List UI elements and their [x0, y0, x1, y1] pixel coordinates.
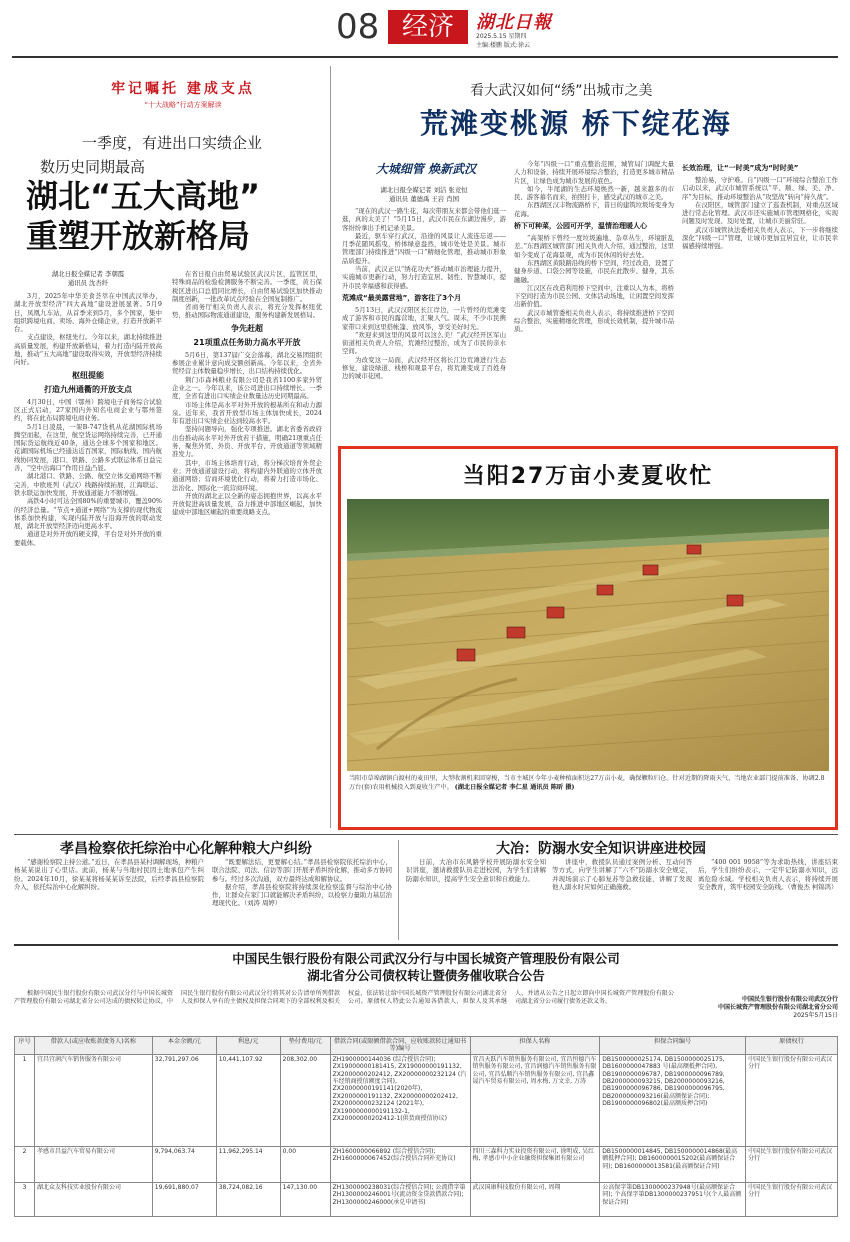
notice-title — [14, 950, 838, 984]
paragraph: “高架桥下曾经一度垃圾遍地、杂草丛生，环境脏乱差。”东西湖区城管部门相关负责人介绍，通过整治，这里如今变成了花海景观，成为市民休闲的好去处。 — [514, 234, 674, 259]
paragraph: 省商务厅相关负责人表示，将充分发挥枢纽优势，推动国际物流通道建设，服务构建新发展格局。 — [172, 303, 322, 320]
section-name: 经济 — [401, 12, 454, 42]
column-header: 序号 — [15, 1037, 35, 1055]
photo-caption — [349, 775, 827, 792]
paragraph: “现在的武汉一路生花，每次带朋友来都会带他们逛一逛，真的太美了！”5月15日，武汉市民在东湖边漫步，游客纷纷拿出手机记录美景。 — [342, 207, 506, 232]
subheading: 打造九州通衢的开放支点 — [44, 384, 132, 394]
cell-creditor: 中国民生银行股份有限公司武汉分行 — [746, 1054, 838, 1146]
paragraph: 当前，武汉正以“绣花功夫”推动城市治理能力提升，实施城市更新行动，努力打造宜居、韧性、智慧城市，提升市民幸福感和获得感。 — [342, 265, 506, 290]
cell-fees: 0.00 — [280, 1146, 330, 1182]
cell-interest: 10,441,107.92 — [216, 1054, 280, 1146]
notice-table-wrap — [14, 1036, 838, 1236]
cell-fees: 147,130.00 — [280, 1182, 330, 1216]
cell-guarantee-contracts: DB1500000025174, DB1500000025175, DB1600000047883 号(最高额抵押合同), DB1900000096787, DB1900000096789, DB2000000093215, DB2000000093216, DB1900000096786, DB1900000096795, DB2000000093216(最高额保证合同); DB1900000096802(最高额质押合同) — [600, 1054, 746, 1146]
right-article-col-1 — [342, 186, 506, 436]
subheading: 桥下可种菜，公园可开学，温情治理暖人心 — [514, 222, 647, 231]
notice-title-line-2: 湖北省分公司债权转让暨债务催收联合公告 — [307, 968, 545, 983]
paragraph: 为改变这一局面，武汉经开区将长江边荒滩进行生态修复，建设绿道、栈桥和观景平台，将荒滩变成了百姓身边的城市花园。 — [342, 355, 506, 381]
paragraph: “欢迎来到这里的风景可以这么美！”武汉经开区军山街道相关负责人介绍，荒滩经过整治，成为了市民的亲水空间。 — [342, 330, 506, 356]
paragraph: 今年“四级一口”重点整治范围，城管局门调配大量人力和设备，持续开展环境综合整治，打造更多城市精品片区，让绿色成为城市发展的底色。 — [514, 160, 674, 185]
subheading: 长效治理，让“一时美”成为“时时美” — [682, 164, 799, 172]
bottom-left-col-2 — [212, 858, 392, 940]
paragraph: 讲座中，救援队员通过案例分析、互动问答等方式，向学生讲解了“六不”防溺水安全规定，并现场演示了心肺复苏等急救技能，讲解了发现他人溺水时应如何正确施救。 — [552, 858, 692, 891]
kicker-line-1: 一季度，有进出口实绩企业 — [81, 134, 262, 152]
column-header: 原债权行 — [746, 1037, 838, 1055]
header-rule — [12, 56, 838, 58]
cell-principal: 19,691,880.07 — [152, 1182, 216, 1216]
paragraph: “400 001 9958”等为求助热线，讲座结束后，学生们纷纷表示，一定牢记防溺水知识，远离危险水域。学校相关负责人表示，将持续开展安全教育，筑牢校园安全防线。（曹俊杰 柯锦鸿） — [698, 858, 838, 891]
paragraph: 整治易，守护难。自“四级一口”环境综合整治工作启动以来，武汉市城管系统以“平、顺、绿、美、净、序”为目标，推动环境整治从“攻坚战”转向“持久战”。 — [682, 176, 838, 201]
horizontal-divider — [14, 834, 838, 835]
paragraph: 支点建设，枢纽先行。今年以来，湖北持续推进高质量发展，构建开放新格局，着力打造内陆开放高地，推动“五大高地”建设取得实效，开放型经济持续向好。 — [14, 333, 162, 367]
cell-fees: 208,302.00 — [280, 1054, 330, 1146]
cell-creditor: 中国民生银行股份有限公司武汉分行 — [746, 1182, 838, 1216]
issue-date: 2025.5.15 星期四 — [476, 33, 527, 40]
paragraph: 高铁4小时可达全国80%的重要城市，覆盖90%的经济总量。“节点+通道+网络”为支撑的现代物流体系加快构建，实现内陆开放与沿海开放的联动发展，湖北开放型经济迈向更高水平。 — [14, 497, 162, 531]
paragraph: 武汉市城管执法委相关负责人表示，下一步将继续深化“四级一口”管理，让城市更加宜居宜业，让市民幸福感持续增强。 — [682, 225, 838, 251]
paragraph: 通道是对外开放的硬支撑，平台是对外开放的重要载体。 — [14, 530, 162, 547]
kicker-line-2: 数历史同期最高 — [40, 158, 146, 176]
column-header: 借款人(或应收账款债务人)名称 — [34, 1037, 152, 1055]
photo-title: 当阳27万亩小麦夏收忙 — [462, 464, 714, 489]
column-tag — [88, 78, 278, 112]
paragraph: 湖北港口、铁路、公路、航空立体交通网络不断完善，中欧班列（武汉）线路持续拓展，江海联运、铁水联运加快发展，开放通道能力不断增强。 — [14, 472, 162, 497]
notice-table — [14, 1036, 838, 1217]
vertical-divider — [398, 840, 399, 940]
paragraph: “感谢检察院主持公道。”近日，在孝昌县某村调解现场，种粮户杨某某说出了心里话。此前，杨某与当地村民因土地承包产生纠纷。2024年10月，徐某某将杨某某诉至法院，后经孝昌县检察院介入，依托综治中心化解纠纷。 — [14, 858, 204, 891]
section-badge — [388, 10, 468, 44]
paragraph: 在汉阳区，城管部门建立了巡查机制，对重点区域进行常态化管理。武汉市还实施城市管理网格化，实现问题及时发现、及时处置，让城市美丽常驻。 — [682, 200, 838, 226]
notice-top-rule — [14, 944, 838, 946]
cell-contracts: ZH1600000066892 (综合授信合同); ZH1600000067452(综合授信合同补充协议) — [330, 1146, 470, 1182]
cell-borrower: 孝感市昌益汽车贸易有限公司 — [34, 1146, 152, 1182]
bottom-right-col-1 — [406, 858, 546, 940]
cell-guarantors: 武汉国康科技股份有限公司, 周翔 — [470, 1182, 600, 1216]
column-header: 借款合同(或限额借款合同、应收账款转让通知书等)编号 — [330, 1037, 470, 1055]
paragraph: 据介绍，孝昌县检察院将持续深化检察监督与综治中心协作，让群众在家门口就能解决矛盾纠纷，以检察力量助力基层治理现代化。（刘涛 周婷） — [212, 882, 392, 908]
cell-contracts: ZH1300000238031(综合授信合同); 公流借字第ZH1300000246001号(流动资金贷款借款合同); ZH1300000246000(承兑申请书) — [330, 1182, 470, 1216]
cell-interest: 11,962,295.14 — [216, 1146, 280, 1182]
subheading: 枢纽提能 — [72, 370, 104, 380]
cell-no: 3 — [15, 1182, 35, 1216]
page-header — [0, 0, 850, 58]
paragraph: 5月1日凌晨，一架B-747货机从花湖国际机场腾空而起，在这里，航空货运网络持续完善，已开通国际货运航线近40条，通达全球多个国家和地区。花湖国际机场已经通达近百国家，国际航线、国内航线协同发展，港口、铁路、公路多式联运体系日益完善，“空中出海口”作用日益凸显。 — [14, 422, 162, 473]
paragraph: 5月6日，第137届广交会落幕，湖北交易团组织参展企业累计意向成交额创新高。今年以来，全省外贸经营主体数量稳步增长，出口结构持续优化。 — [172, 350, 322, 376]
table-row — [15, 1054, 838, 1146]
cell-guarantors: 四川三森科力实业投资有限公司, 徐明成, 吴红梅, 孝感市中小企业融资担保集团有限公司 — [470, 1146, 600, 1182]
notice-date: 2025年5月15日 — [793, 1012, 838, 1019]
subheading: 21项重点任务助力高水平开放 — [193, 337, 301, 347]
cell-contracts: ZH1900000144036 (综合授信合同); ZX19000000181415, ZX19000000191132, ZX2000000202412, ZX20000000232124 (汽车经销商授信额度合同), ZX20000000191141(2020年), ZX2000000191132, ZX20000000202412, ZX20000000232124 (2021年), ZX1900000000191132-1, ZX20000000202412-1(供货商授信协议) — [330, 1054, 470, 1146]
wheat-harvest-photo — [347, 499, 829, 771]
paragraph: 日前，大冶市东风路学校开展防溺水安全知识讲座，邀请救援队员走进校园，为学生们讲解防溺水知识，提高学生安全意识和自救能力。 — [406, 858, 546, 883]
cell-interest: 38,724,082.16 — [216, 1182, 280, 1216]
paragraph: 市场主体是高水平对外开放的根基所在和动力源泉。近年来，我省开放型市场主体加快成长，2024年有进出口实绩企业达到较高水平。 — [172, 400, 322, 426]
kicker — [22, 132, 322, 177]
paper-logo: 湖北日報 — [476, 12, 552, 33]
notice-body — [14, 990, 674, 1030]
paragraph: 武汉市城管委相关负责人表示，将持续推进桥下空间综合整治，实施精细化管理，形成长效机制，提升城市品质。 — [514, 308, 674, 334]
paragraph: 江汉区在改造利用桥下空间中，注重以人为本，将桥下空间打造为市民公园、文体活动场地，让闲置空间发挥出新价值。 — [514, 283, 674, 309]
notice-title-line-1: 中国民生银行股份有限公司武汉分行与中国长城资产管理股份有限公司 — [232, 951, 620, 966]
cell-principal: 32,791,297.06 — [152, 1054, 216, 1146]
cell-creditor: 中国民生银行股份有限公司武汉分行 — [746, 1146, 838, 1182]
column-header: 本金余额/元 — [152, 1037, 216, 1055]
paragraph: 在省日报自由贸易试验区武汉片区，监管区里，特殊商品的检验检测服务不断完善。一季度，黄石保税区进出口总值同比增长，自由贸易试验区加快推动制度创新，一批改革试点经验在全国复制推广。 — [172, 270, 322, 303]
main-headline — [26, 176, 326, 256]
byline-2: 通讯员 董德禹 王岩 肖国 — [389, 195, 459, 203]
caption-text: 当阳市草埠湖镇白渡村的麦田里，大型收割机来回穿梭，当市主城区今年小麦种植面积达27万亩小麦，确保颗粒归仓。针对近期的降雨天气，当地农业部门提前准备，协调2.8万台(套)农用机械投入到夏收生产中。 — [349, 775, 825, 791]
paragraph: 5月13日，武汉汉阳区长江岸边，一片曾经的荒滩变成了游客和市民的露营地，汇聚人气。周末，不少市民携家带口来到这里搭帐篷、放风筝，享受美好时光。 — [342, 305, 506, 331]
cell-borrower: 湖北众友科技实业股份有限公司 — [34, 1182, 152, 1216]
table-row — [15, 1146, 838, 1182]
signer: 中国民生银行股份有限公司武汉分行 — [741, 996, 838, 1003]
notice-body-text: 根据中国民生银行股份有限公司武汉分行与中国长城资产管理股份有限公司湖北省分公司达成的债权转让协议，中国民生银行股份有限公司武汉分行将其对公告清单所列借款人及担保人享有的主债权及担保合同项下的全部权利及相关权益，依法转让给中国长城资产管理股份有限公司湖北省分公司。原债权人特此公告通知各借款人、担保人及其承继人，并请从公告之日起立即向中国长城资产管理股份有限公司湖北省分公司履行债务还款义务。 — [14, 990, 674, 1005]
bottom-right-col-2 — [552, 858, 692, 940]
right-article-col-3 — [682, 160, 838, 436]
cell-borrower: 宜昌宜润汽车销售服务有限公司 — [34, 1054, 152, 1146]
bottom-left-col-1 — [14, 858, 204, 940]
headline-line-1: 湖北“五大高地” — [26, 177, 261, 215]
paragraph: 3月，2025年中华美食荟萃在中国武汉举办，湖北开放型经济“四大高地”建设进展显著。5月9日，凤凰九车站，从首季来到5月，多个国家，集中组织跨境电商、卖场、海外仓储企业，打造开放新平台。 — [14, 292, 162, 334]
photo-credit: (湖北日报全媒记者 李仁星 通讯员 陈昕 摄) — [454, 783, 575, 791]
byline-2: 通讯员 沈杏纤 — [67, 279, 109, 287]
right-column-tag: 大城细管 焕新武汉 — [375, 162, 477, 176]
notice-signature — [680, 996, 838, 1020]
right-article-col-2 — [514, 160, 674, 436]
table-header-row — [15, 1037, 838, 1055]
paragraph: 荆门市森林粮业有限公司是我省1100多家外贸企业之一。今年以来，该公司进出口持续增长。一季度，全省有进出口实绩企业数量达历史同期最高。 — [172, 375, 322, 401]
headline-line-2: 重塑开放新格局 — [26, 217, 251, 255]
right-kicker: 看大武汉如何“绣”出城市之美 — [470, 83, 653, 99]
paragraph: 其中，市场主体培育行动，将分梯次培育外贸企业；开放通道建设行动，将构建内外联通的立体开放通道网络；营商环境优化行动，将着力打造市场化、法治化、国际化一流营商环境。 — [172, 458, 322, 492]
page-number: 08 — [336, 7, 380, 47]
cell-principal: 9,794,063.74 — [152, 1146, 216, 1182]
paragraph: 如今，牛尾湖的生态环境焕然一新，越来越多的市民、游客慕名而来，拍照打卡，感受武汉的城市之美。 — [514, 184, 674, 202]
editors: 主编:楼鹏 版式:徐云 — [476, 42, 530, 49]
subheading: 荒滩成“最美露营地”，游客往了3个月 — [342, 293, 462, 302]
paragraph: 东西湖区汉丰物流路桥下，昔日的建筑垃圾场变身为花海。 — [514, 201, 674, 218]
byline: 湖北日报全媒记者 李朝霞 — [51, 270, 125, 278]
vertical-divider — [330, 66, 331, 828]
column-header: 利息/元 — [216, 1037, 280, 1055]
paragraph: 坚持问题导向，强化专项推进。湖北省委省政府出台推动高水平对外开放若干措施，明确21项重点任务，聚焦外贸、外资、开放平台、开放通道等领域精准发力。 — [172, 425, 322, 459]
cell-guarantee-contracts: DB1500000014845, DB1500000014868(最高额抵押合同); DB1600000015202(最高额保证合同); DB1600000013581(最高额保证合同) — [600, 1146, 746, 1182]
right-headline: 荒滩变桃源 桥下绽花海 — [420, 107, 732, 140]
column-header: 垫付费用/元 — [280, 1037, 330, 1055]
paragraph: 东西湖区黄陂路沿线的桥下空间，经过改造，设置了健身步道、口袋公园等设施，市民在此散步、健身，其乐融融。 — [514, 258, 674, 284]
subheading: 争先赶超 — [231, 323, 263, 333]
cell-no: 2 — [15, 1146, 35, 1182]
paragraph: 4月30日，中国（鄂州）跨境电子商务综合试验区正式启动，27家国内外知名电商企业与鄂州签约，将在此布局跨境电商业务。 — [14, 397, 162, 423]
bottom-right-col-3 — [698, 858, 838, 940]
bottom-left-headline: 孝昌检察依托综治中心化解种粮大户纠纷 — [60, 841, 312, 857]
column-header: 担保人名称 — [470, 1037, 600, 1055]
column-tag-title: 牢记嘱托 建成支点 — [111, 81, 255, 97]
signer: 中国长城资产管理股份有限公司湖北省分公司 — [717, 1004, 838, 1011]
paragraph: 最近，驱车穿行武汉，沿途的风景让人流连忘返——月季花随风摇曳，桥体绿意盎然，城市处处是美景。城市管理部门持续推进“四级一口”精细化管理，推动城市形象品质提升。 — [342, 231, 506, 265]
cell-no: 1 — [15, 1054, 35, 1146]
cell-guarantee-contracts: 公高保字第DB1300000237948号(最高额保证合同); 个高保字第DB1300000237951号(个人最高额保证合同) — [600, 1182, 746, 1216]
column-tag-subtitle: “十大战略”行动方案解读 — [144, 101, 222, 109]
byline: 湖北日报全媒记者 刘洁 张竞恒 — [380, 186, 468, 194]
paragraph: 开放的湖北正以全新的姿态拥抱世界，以高水平开放促进高质量发展，奋力推进中部地区崛起，加快建成中部地区崛起的重要战略支点。 — [172, 491, 322, 517]
cell-guarantors: 宜昌天跃汽车销售服务有限公司, 宜昌恒德汽车销售服务有限公司, 宜昌润德汽车销售服务有限公司, 宜昌弘顺汽车销售服务有限公司, 宜昌鑫晟汽车贸易有限公司, 周永梅, 万文幸, 万涛 — [470, 1054, 600, 1146]
paragraph: “既要解法结，更要解心结。”孝昌县检察院依托综治中心，联合法院、司法、信访等部门开展矛盾纠纷化解，推动多方协同参与。经过多次沟通，双方最终达成和解协议。 — [212, 858, 392, 883]
table-row — [15, 1182, 838, 1216]
bottom-right-headline: 大冶：防溺水安全知识讲座进校园 — [496, 841, 706, 857]
column-header: 担保合同编号 — [600, 1037, 746, 1055]
photo-feature-box — [338, 446, 838, 830]
